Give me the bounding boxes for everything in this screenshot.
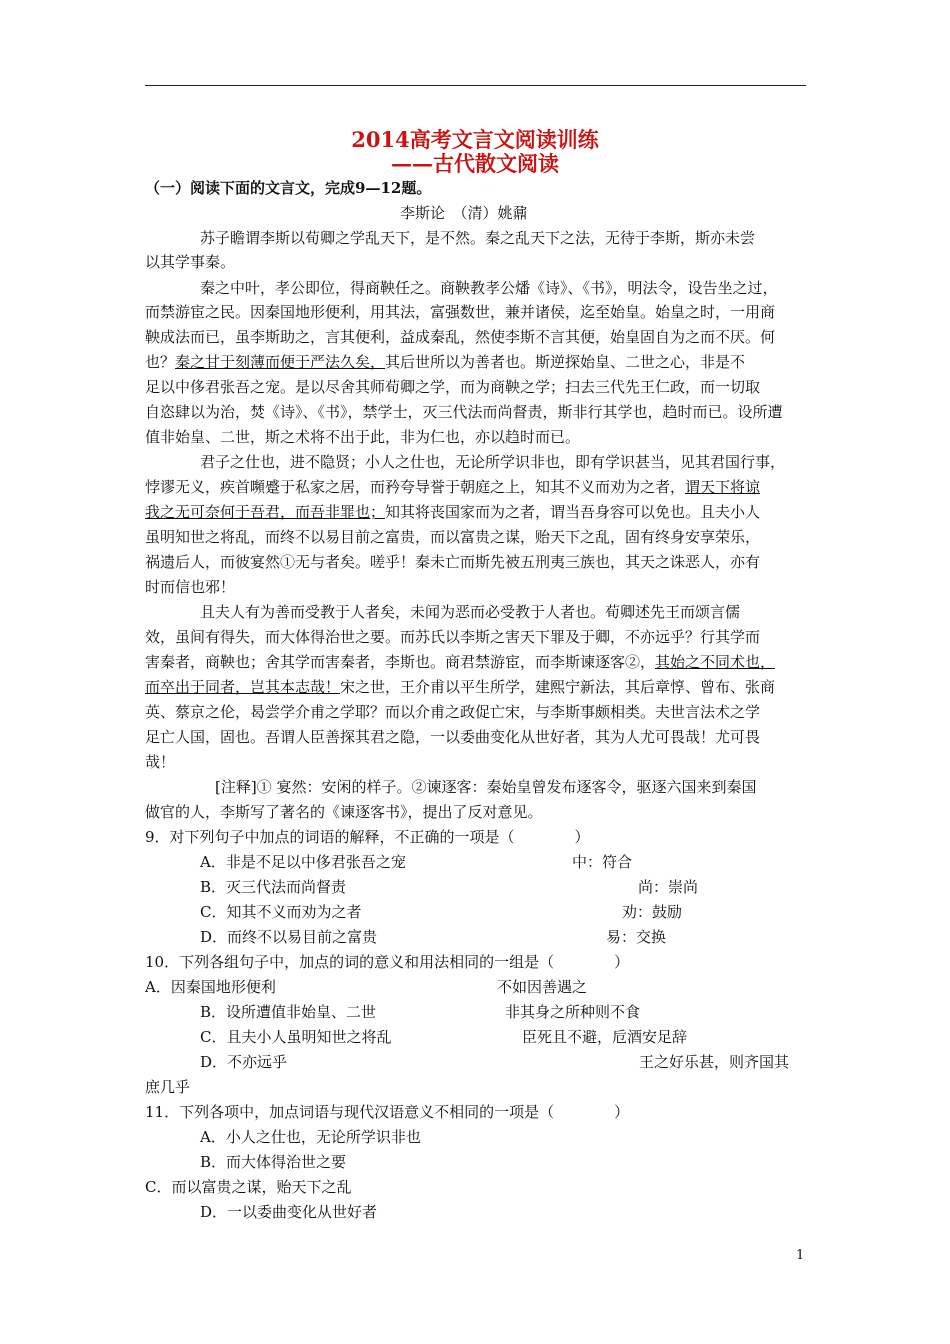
passage-line: 哉！ [145,753,176,771]
underlined-sentence: 秦之甘于刻薄而便于严法久矣， [175,353,386,371]
passage-line: 鞅成法而已，虽李斯助之，言其便利，益成秦乱，然使李斯不言其便，始皇固自为之而不厌。何 [145,328,776,346]
passage-line: 以其学事秦。 [145,253,236,271]
option-text: D．一以委曲变化从世好者 [200,1203,378,1221]
option-pair: 王之好乐甚，则齐国其 [639,1053,790,1071]
passage-line: 苏子瞻谓李斯以荀卿之学乱天下，是不然。秦之乱天下之法，无待于李斯，斯亦未尝 [200,229,756,247]
option-pair-continuation: 庶几乎 [145,1078,191,1096]
passage-line: 也？秦之甘于刻薄而便于严法久矣，其后世所以为善者也。斯逆探始皇、二世之心，非是不 [145,353,746,371]
question-stem: 11．下列各项中，加点词语与现代汉语意义不相同的一项是（ ） [145,1103,630,1121]
option-text: A．因秦国地形便利 [145,978,276,996]
title-line-1: 2014高考文言文阅读训练 [351,127,599,152]
option-text: A．小人之仕也，无论所学识非也 [200,1128,421,1146]
question-stem: 9．对下列句子中加点的词语的解释，不正确的一项是（ ） [145,828,590,846]
passage-line: 且夫人有为善而受教于人者矣，未闻为恶而必受教于人者也。荀卿述先王而颂言儒 [200,603,741,621]
option-text: C．而以富贵之谋，贻天下之乱 [145,1178,352,1196]
option-text: C．知其不义而劝为之者 [200,903,362,921]
annotation-note: [注释]① 宴然：安闲的样子。②谏逐客：秦始皇曾发布逐客令，驱逐六国来到秦国 [215,778,757,796]
option-pair: 臣死且不避，卮酒安足辞 [522,1028,688,1046]
option-gloss: 劝：鼓励 [622,903,683,921]
passage-line: 时而信也邪！ [145,578,236,596]
option-gloss: 尚：崇尚 [638,878,699,896]
underlined-sentence: 而卒出于同者，岂其本志哉！ [145,678,341,696]
annotation-note: 做官的人，李斯写了著名的《谏逐客书》，提出了反对意见。 [145,803,543,821]
option-text: D．不亦远乎 [200,1053,288,1071]
passage-line: 秦之中叶，孝公即位，得商鞅任之。商鞅教孝公燔《诗》、《书》，明法令，设告坐之过， [200,279,778,297]
option-text: D．而终不以易目前之富贵 [200,928,378,946]
title-line-2: ——古代散文阅读 [391,151,559,176]
underlined-sentence: 我之无可奈何于吾君，而吾非罪也； [145,503,386,521]
passage-line: 值非始皇、二世，斯之术将不出于此，非为仁也，亦以趋时而已。 [145,428,581,446]
option-text: B．设所遭值非始皇、二世 [200,1003,377,1021]
page-number: 1 [796,1248,805,1263]
passage-line: 而禁游宦之民。因秦国地形便利，用其法，富强数世，兼并诸侯，迄至始皇。始皇之时，一用商 [145,303,776,321]
passage-title: 李斯论 （清）姚鼐 [400,204,528,222]
passage-line: 而卒出于同者，岂其本志哉！宋之世，王介甫以平生所学，建熙宁新法，其后章惇、曾布、张商 [145,678,776,696]
option-gloss: 中：符合 [572,853,633,871]
option-gloss: 易：交换 [606,928,667,946]
passage-line: 英、蔡京之伦，曷尝学介甫之学耶？而以介甫之政促亡宋，与李斯事颇相类。夫世言法术之学 [145,703,761,721]
option-pair: 非其身之所种则不食 [505,1003,641,1021]
option-text: B．而大体得治世之要 [200,1153,347,1171]
passage-line: 君子之仕也，进不隐贤；小人之仕也，无论所学识非也，即有学识甚当，见其君国行事， [200,453,786,471]
passage-line: 我之无可奈何于吾君，而吾非罪也；知其将丧国家而为之者，谓当吾身容可以免也。且夫小人 [145,503,761,521]
option-text: B．灭三代法而尚督责 [200,878,347,896]
passage-line: 足亡人国，固也。吾谓人臣善探其君之隐，一以委曲变化从世好者，其为人尤可畏哉！尤可畏 [145,728,761,746]
underlined-sentence: 其始之不同术也， [655,653,776,671]
section-heading: （一）阅读下面的文言文，完成9—12题。 [145,179,432,197]
underlined-sentence: 谓天下将谅 [685,478,761,496]
passage-line: 自恣肆以为治，焚《诗》、《书》，禁学士，灭三代法而尚督责，斯非行其学也，趋时而已。设所遭 [145,403,783,421]
header-rule [145,85,806,86]
passage-line: 足以中侈君张吾之宠。是以尽舍其师荀卿之学，而为商鞅之学；扫去三代先王仁政，而一切取 [145,378,761,396]
passage-line: 祸遗后人，而彼宴然①无与者矣。嗟乎！秦未亡而斯先被五刑夷三族也，其天之诛恶人，亦有 [145,553,761,571]
option-text: A．非是不足以中侈君张吾之宠 [200,853,406,871]
passage-line: 虽明知世之将乱，而终不以易目前之富贵，而以富贵之谋，贻天下之乱，固有终身安享荣乐， [145,528,761,546]
passage-line: 悖谬无义，疾首嚬蹙于私家之居，而矜夸导誉于朝庭之上，知其不义而劝为之者，谓天下将谅 [145,478,761,496]
question-stem: 10．下列各组句子中，加点的词的意义和用法相同的一组是（ ） [145,953,630,971]
option-pair: 不如因善遇之 [497,978,588,996]
passage-line: 效，虽间有得失，而大体得治世之要。而苏氏以李斯之害天下罪及于卿，不亦远乎？行其学而 [145,628,761,646]
passage-line: 害秦者，商鞅也；舍其学而害秦者，李斯也。商君禁游宦，而李斯谏逐客②，其始之不同术也， [145,653,776,671]
option-text: C．且夫小人虽明知世之将乱 [200,1028,392,1046]
